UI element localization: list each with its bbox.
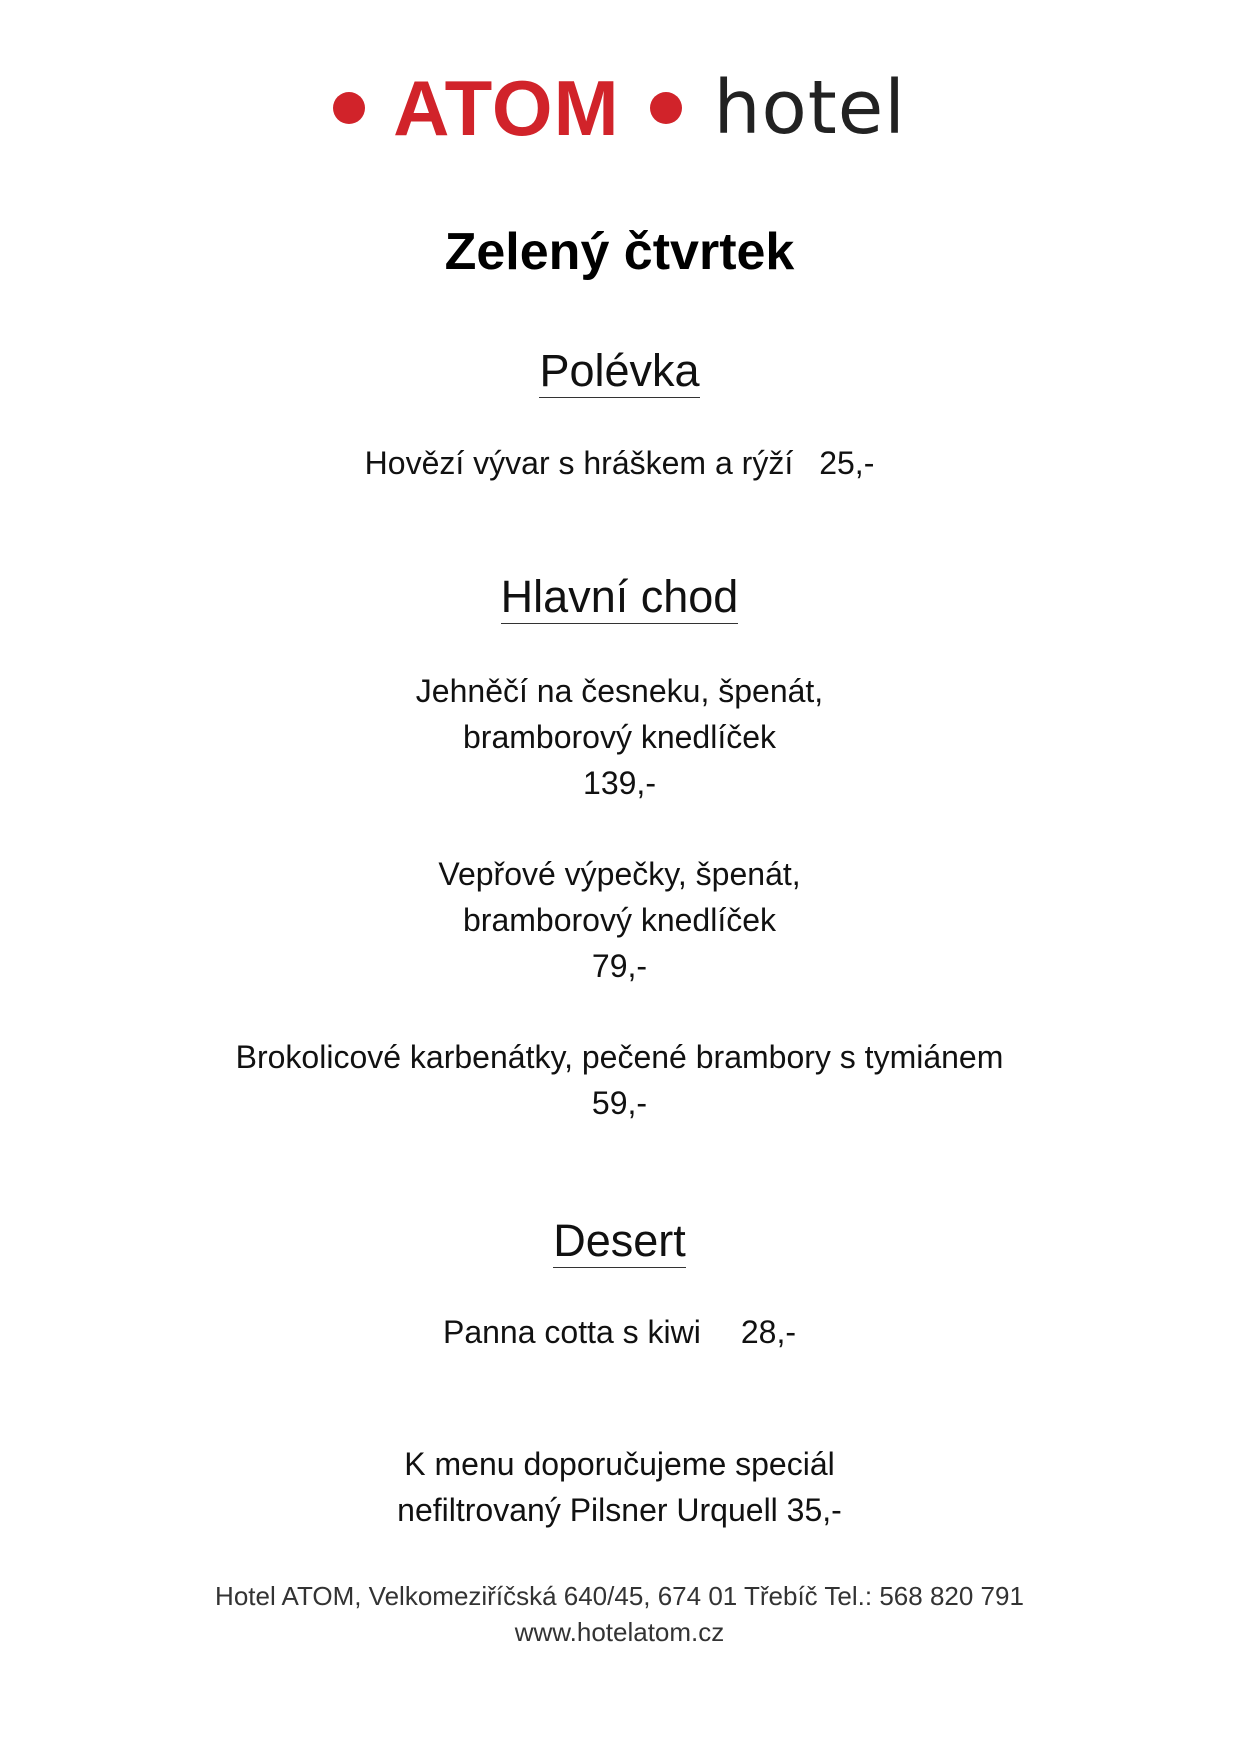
drink-recommendation	[0, 1441, 1239, 1533]
menu-item-price: 139,-	[583, 765, 656, 801]
menu-item-line: bramborový knedlíček	[462, 719, 777, 755]
menu-item-price: 79,-	[591, 948, 648, 984]
logo-dot-left	[333, 92, 365, 124]
menu-item-price: 59,-	[591, 1085, 648, 1121]
menu-title: Zelený čtvrtek	[444, 223, 795, 281]
menu-item-name: Hovězí vývar s hráškem a rýží	[364, 445, 794, 481]
menu-item-main-2	[0, 851, 1239, 989]
recommendation-line: K menu doporučujeme speciál	[404, 1446, 835, 1482]
footer-web: www.hotelatom.cz	[514, 1617, 725, 1647]
logo-word: hotel	[713, 65, 906, 151]
menu-item-line: Brokolicové karbenátky, pečené brambory s tymiánem	[235, 1039, 1004, 1075]
menu-item-price: 25,-	[819, 445, 875, 481]
logo-dot-right	[650, 92, 682, 124]
recommendation-line: nefiltrovaný Pilsner Urquell 35,-	[397, 1492, 842, 1528]
section-heading-dessert: Desert	[553, 1215, 686, 1266]
section-heading-main: Hlavní chod	[500, 571, 739, 622]
menu-item-main-3	[0, 1034, 1239, 1126]
logo-brand: ATOM	[393, 64, 620, 152]
section-heading-soup: Polévka	[539, 345, 700, 396]
hotel-logo	[0, 58, 1239, 158]
menu-item-name: Panna cotta s kiwi	[442, 1314, 701, 1350]
menu-item-line: Vepřové výpečky, špenát,	[438, 856, 801, 892]
menu-item-price: 28,-	[740, 1314, 797, 1350]
menu-item-main-1	[0, 668, 1239, 806]
menu-item-dessert	[0, 1309, 1239, 1355]
footer-address: Hotel ATOM, Velkomeziříčská 640/45, 674 01 Třebíč Tel.: 568 820 791	[215, 1581, 1024, 1611]
menu-item-line: Jehněčí na česneku, špenát,	[415, 673, 824, 709]
menu-item-line: bramborový knedlíček	[462, 902, 777, 938]
footer	[0, 1578, 1239, 1650]
menu-item-soup	[0, 440, 1239, 486]
